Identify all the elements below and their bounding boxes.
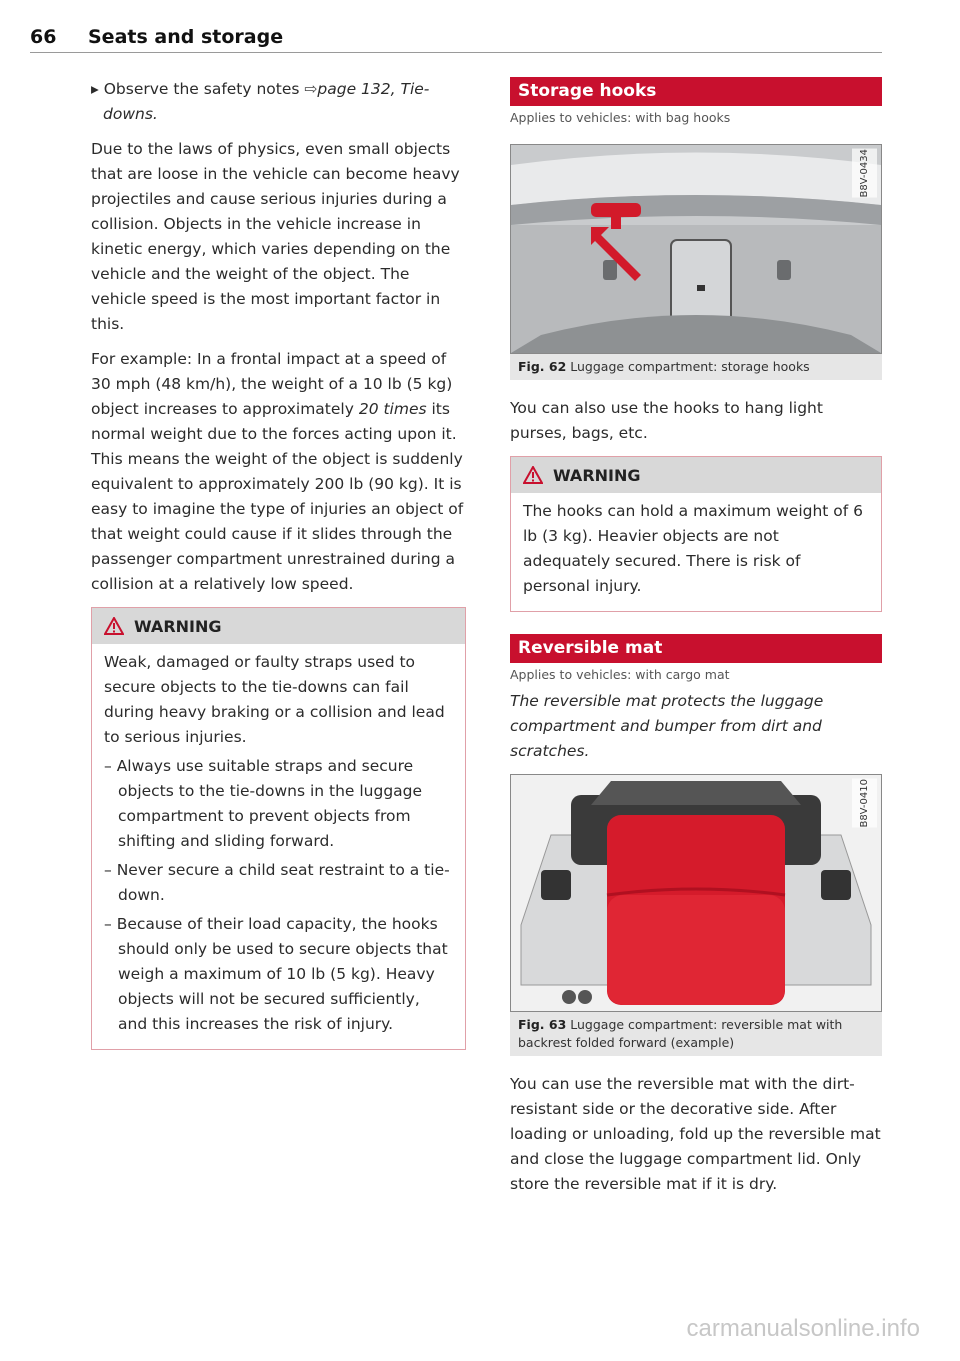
figure-storage-hooks xyxy=(510,144,882,354)
page-header xyxy=(30,26,882,53)
figure-caption: Fig. 62 Luggage compartment: storage hooks xyxy=(510,354,882,380)
mat-body: You can use the reversible mat with the dirt-resistant side or the decorative side. After loading or unloading, fold up the reversible mat and close the luggage compartment lid. Only store the reversible mat if it is dry. xyxy=(510,1075,881,1193)
physics-paragraph: Due to the laws of physics, even small objects that are loose in the vehicle can become heavy projectiles and cause serious injuries during a collision. Objects in the vehicle increase in kinetic energy, which varies depending on the vehicle and the weight of the object. The vehicle speed is the most important factor in this. xyxy=(91,140,460,333)
right-column xyxy=(510,77,882,1207)
warning-triangle-icon xyxy=(523,466,543,484)
reversible-mat-title: Reversible mat xyxy=(510,634,882,663)
warning-box-hooks xyxy=(510,456,882,612)
page-ref-link[interactable]: page 132, Tie-downs. xyxy=(103,80,430,123)
warning-header xyxy=(511,457,881,493)
luggage-hooks-illustration xyxy=(511,145,881,353)
page-number: 66 xyxy=(30,26,57,48)
arrow-ref-icon: ⇨ xyxy=(304,80,318,98)
hooks-body: You can also use the hooks to hang light purses, bags, etc. xyxy=(510,399,823,442)
storage-hooks-title: Storage hooks xyxy=(510,77,882,106)
example-paragraph: For example: In a frontal impact at a speed of 30 mph (48 km/h), the weight of a 10 lb (5 kg) object increases to approximately 20 times its normal weight due to the forces acting upon it. This means the weight of the object is suddenly equivalent to approximately 200 lb (90 kg). It is easy to imagine the type of injuries an object of that weight could cause if it slides through the passenger compartment unrestrained during a collision at a relatively low speed. xyxy=(91,350,464,593)
warning-header xyxy=(92,608,465,644)
warning-item: – Because of their load capacity, the hooks should only be used to secure objects that weigh a maximum of 10 lb (5 kg). Heavy objects will not be secured sufficiently, and this increases the risk of injury. xyxy=(104,915,448,1033)
warning-title: WARNING xyxy=(553,465,641,485)
figure-code: B8V-0434 xyxy=(852,149,877,198)
section-title: Seats and storage xyxy=(88,26,284,48)
triangle-bullet-icon: ▸ xyxy=(91,80,104,98)
warning-title: WARNING xyxy=(134,616,222,636)
warning-triangle-icon xyxy=(104,617,124,635)
warning-box-straps xyxy=(91,607,466,1050)
watermark: carmanualsonline.info xyxy=(686,1315,920,1342)
left-column xyxy=(91,77,466,1062)
warning-item: – Always use suitable straps and secure objects to the tie-downs in the luggage compartment to prevent objects from shifting and sliding forward. xyxy=(104,757,423,850)
reversible-mat-applies: Applies to vehicles: with cargo mat xyxy=(510,667,730,682)
warning-intro: Weak, damaged or faulty straps used to secure objects to the tie-downs can fail during heavy braking or a collision and lead to serious injuries. xyxy=(104,653,445,746)
storage-hooks-applies: Applies to vehicles: with bag hooks xyxy=(510,110,731,125)
reversible-mat-illustration xyxy=(511,775,881,1011)
figure-reversible-mat xyxy=(510,774,882,1012)
warning-item: – Never secure a child seat restraint to a tie-down. xyxy=(104,861,450,904)
figure-code: B8V-0410 xyxy=(852,779,877,828)
warning-text: The hooks can hold a maximum weight of 6 lb (3 kg). Heavier objects are not adequately secured. There is risk of personal injury. xyxy=(523,502,864,595)
figure-caption: Fig. 63 Luggage compartment: reversible mat with backrest folded forward (example) xyxy=(510,1012,882,1056)
safety-note-bullet: ▸ Observe the safety notes ⇨page 132, Tie-downs. xyxy=(91,80,430,123)
reversible-mat-intro: The reversible mat protects the luggage compartment and bumper from dirt and scratches. xyxy=(510,692,824,760)
